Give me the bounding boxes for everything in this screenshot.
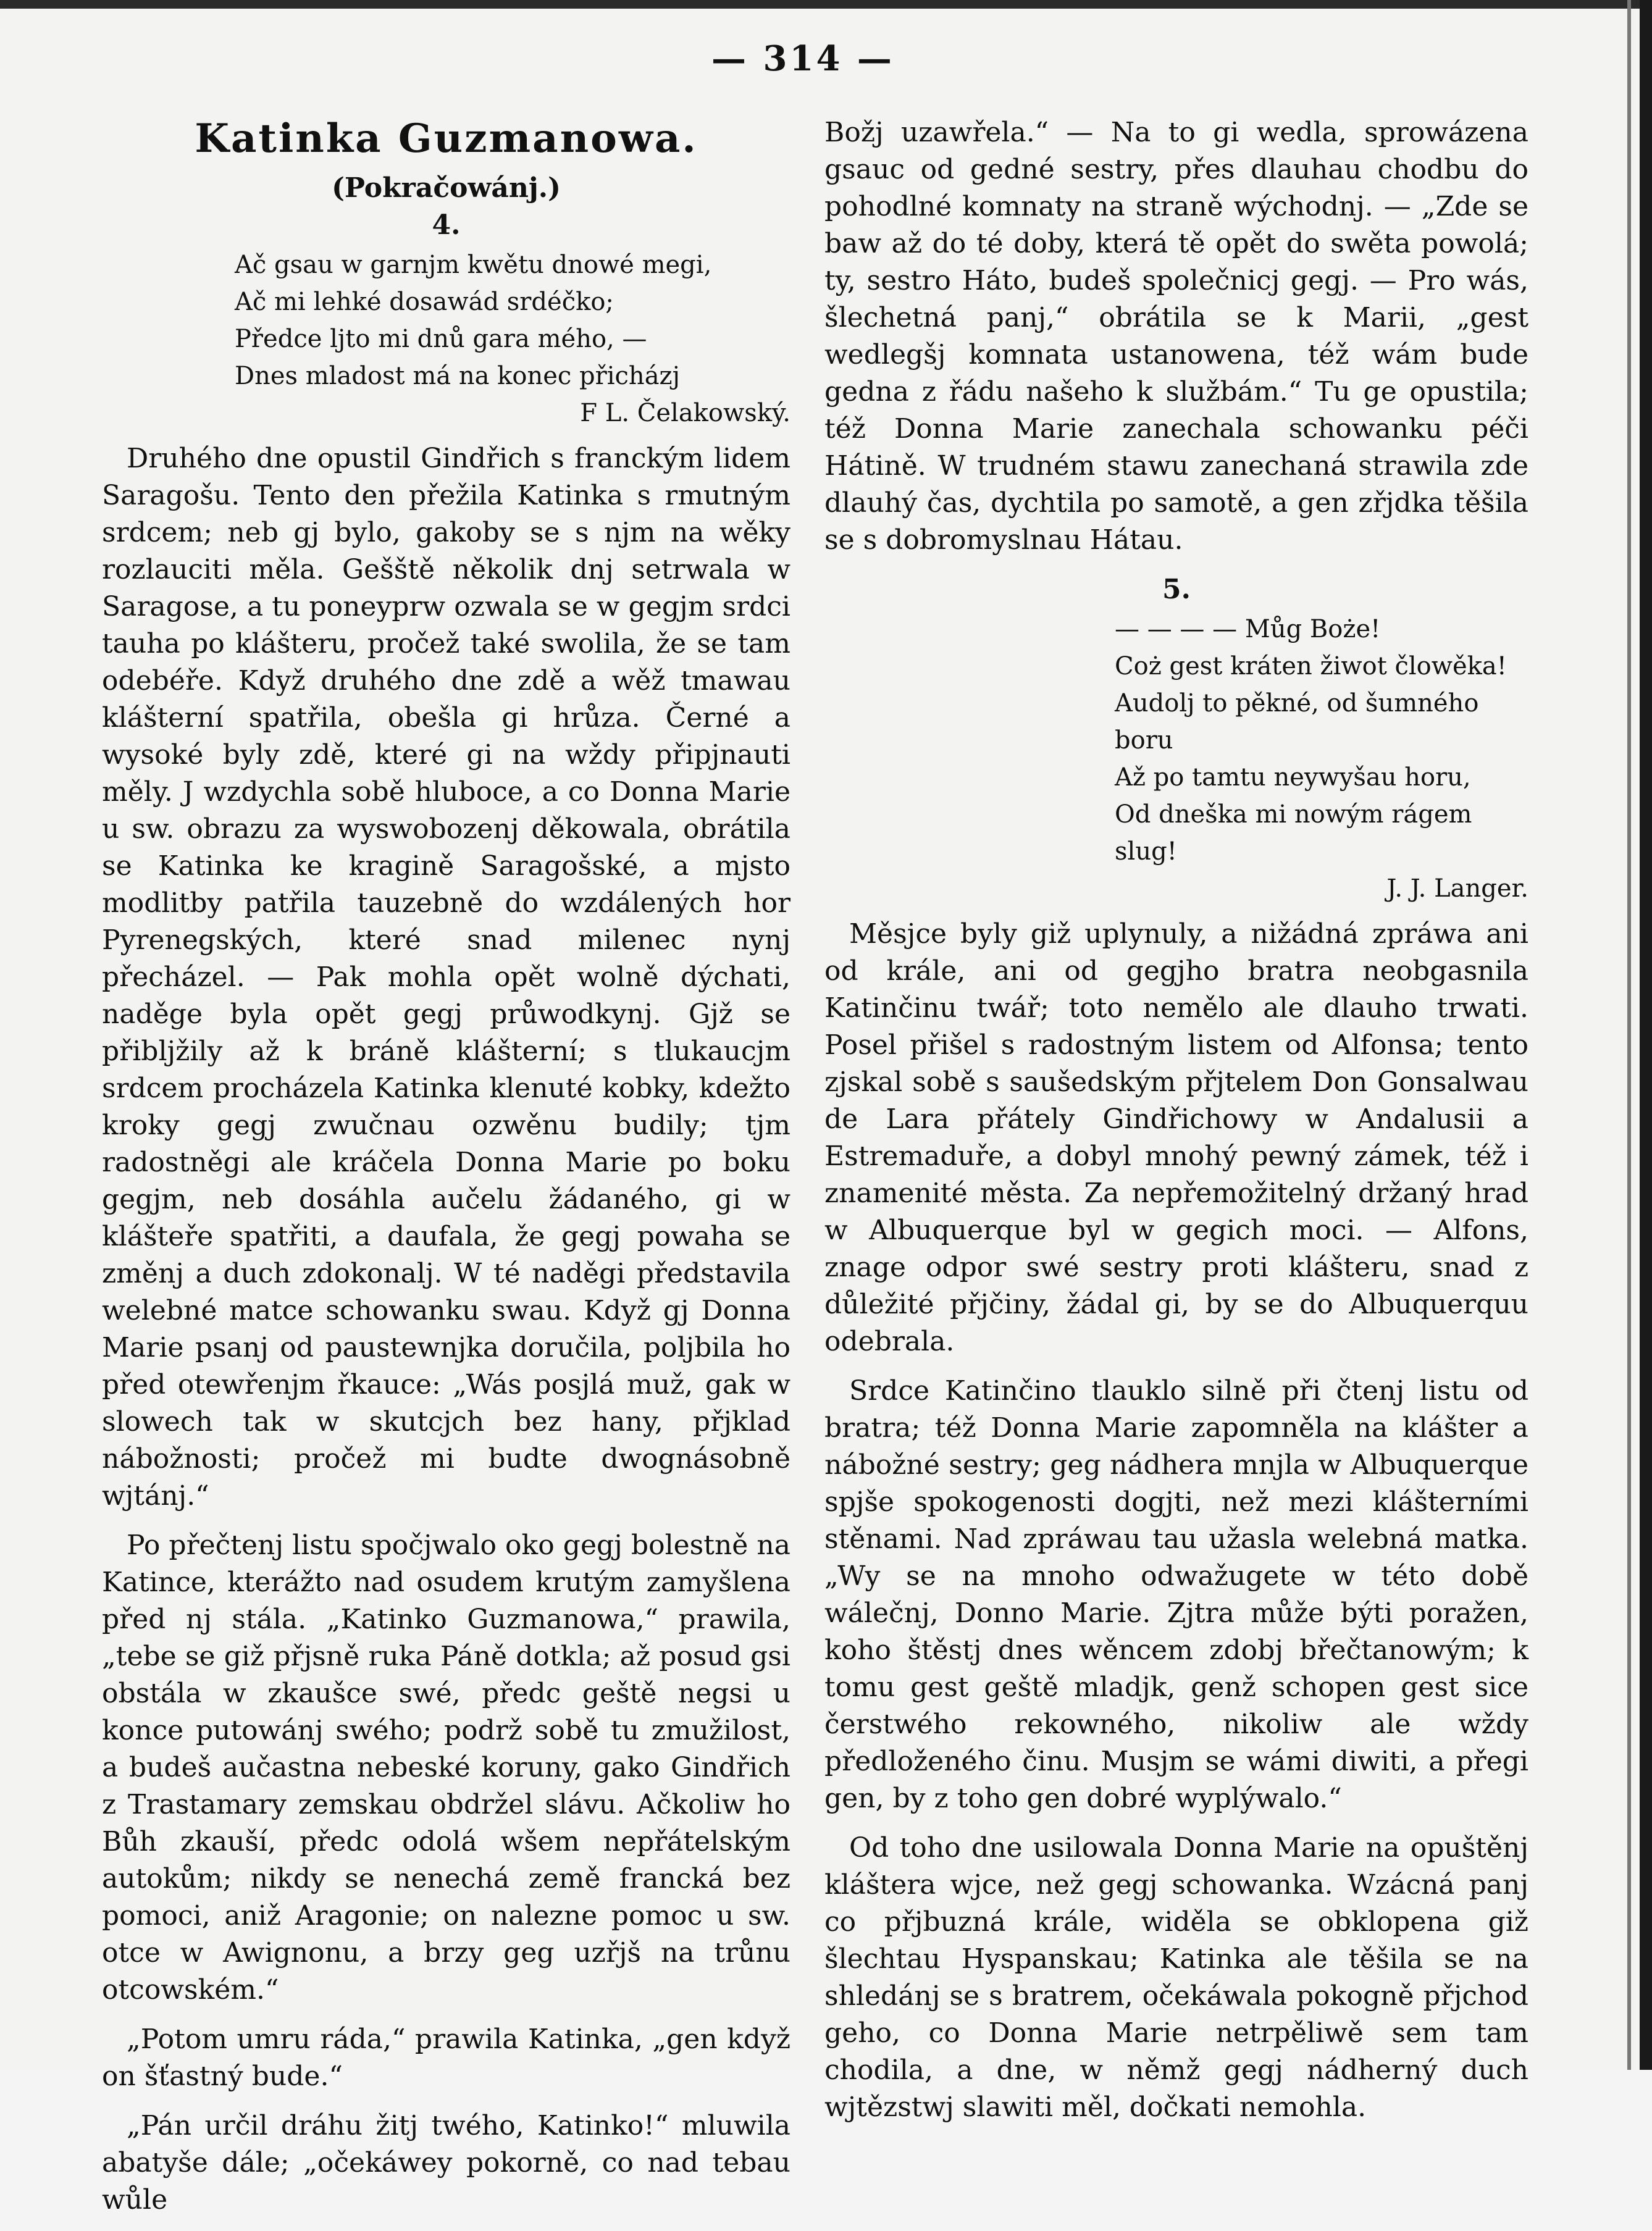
article-subtitle: (Pokračowánj.) <box>332 172 561 204</box>
right-edge-bar <box>1640 0 1652 2070</box>
poem-line: Předce ljto mi dnů gara mého, — <box>235 325 647 353</box>
section-number: 4. <box>432 209 461 241</box>
paragraph: Od toho dne usilowala Donna Marie na opuštěnj kláštera wjce, než gegj schowanka. Wzácná panj co přjbuzná krále, widěla se obklopena giž šlechtau Hyspanskau; Katinka ale těšila se na shledánj se s bratrem, očekáwala pokogně přjchod geho, co Donna Marie netrpěliwě sem tam chodila, a dne, w němž gegj nádherný duch wjtězstwj slawiti měl, dočkati nemohla. <box>824 1832 1528 2123</box>
paragraph-continuation: Božj uzawřela.“ — Na to gi wedla, sprowázena gsauc od gedné sestry, přes dlauhau chodbu do pohodlné komnaty na straně wýchodnj. — „Zde se baw až do té doby, která tě opět do swěta powolá; ty, sestro Háto, budeš společnicj gegj. — Pro wás, šlechetná panj,“ obrátila se k Marii, „gest wedlegšj komnata ustanowena, též wám bude gedna z řádu našeho k službám.“ Tu ge opustila; též Donna Marie zanechala schowanku péči Hátině. W trudném stawu zanechaná strawila zde dlauhý čas, dychtila po samotě, a gen zřjdka těšila se s dobromyslnau Hátau. <box>824 117 1528 556</box>
paragraph: Měsjce byly giž uplynuly, a nižádná zpráwa ani od krále, ani od gegjho bratra neobgasnila Katinčinu twář; toto nemělo ale dlauho trwati. Posel přišel s radostným listem od Alfonsa; tento zjskal sobě s saušedským přjtelem Don Gonsalwau de Lara přátely Gindřichowy w Andalusii a Estremaduře, a dobyl mnohý pewný zámek, též i znamenité města. Za nepřemožitelný držaný hrad w Albuquerque byl w gegich moci. — Alfons, znage odpor swé sestry proti klášteru, snad z důležité přjčiny, žádal gi, by se do Albuquerquu odebrala. <box>824 918 1528 1357</box>
poem-line: Ač gsau w garnjm kwětu dnowé megi, <box>235 251 712 279</box>
top-edge-bar <box>0 0 1652 9</box>
paragraph: Po přečtenj listu spočjwalo oko gegj bolestně na Katince, kterážto nad osudem krutým zamyšlena před nj stála. „Katinko Guzmanowa,“ prawila, „tebe se giž přjsně ruka Páně dotkla; až posud gsi obstála w zkaušce swé, předc geště negsi u konce putowánj swého; podrž sobě tu zmužilost, a budeš aučastna nebeské koruny, gako Gindřich z Trastamary zemskau obdržel slávu. Ačkoliw ho Bůh zkauší, předc odolá wšem nepřátelským autokům; nikdy se nenechá země francká bez pomoci, aniž Aragonie; on nalezne pomoc u sw. otce w Awignonu, a brzy geg uzřjš na trůnu otcowském.“ <box>102 1530 790 2006</box>
paragraph: Srdce Katinčino tlauklo silně při čtenj listu od bratra; též Donna Marie zapomněla na klášter a nábožné sestry; geg nádhera mnjla w Albuquerque spjše spokogenosti dogjti, než mezi klášterními stěnami. Nad zpráwau tau užasla welebná matka. „Wy se na mnoho odwažugete w této době wálečnj, Donno Marie. Zjtra může býti poražen, koho štěstj dnes wěncem zdobj břečtanowým; k tomu gest geště mladjk, genž schopen gest sice čerstwého rekowného, nikoliw ale wždy předloženého činu. Musjm se wámi diwiti, a přegi gen, by z toho gen dobré wyplýwalo.“ <box>824 1375 1528 1814</box>
epigraph-poem <box>102 246 790 432</box>
poem-author: F L. Čelakowský. <box>580 399 790 427</box>
article-title: Katinka Guzmanowa. <box>195 115 698 162</box>
paragraph: „Pán určil dráhu žitj twého, Katinko!“ mluwila abatyše dále; „očekáwey pokorně, co nad tebau wůle <box>102 2110 790 2216</box>
poem-line: Od dneška mi nowým rágem slug! <box>1115 800 1472 866</box>
page-number: — 314 — <box>711 38 894 79</box>
poem-line: Dnes mladost má na konec přicházj <box>235 362 681 390</box>
poem-line: — — — — Můg Boże! <box>1115 615 1381 643</box>
paragraph: „Potom umru ráda,“ prawila Katinka, „gen když on šťastný bude.“ <box>102 2024 790 2092</box>
section-number: 5. <box>1162 574 1191 605</box>
epigraph-poem <box>824 611 1528 907</box>
poem-line: Audolj to pěkné, od šumného boru <box>1115 689 1479 755</box>
left-column <box>102 114 790 2231</box>
poem-author: J. J. Langer. <box>1386 874 1528 903</box>
poem-line: Coż gest kráten žiwot člowěka! <box>1115 652 1507 680</box>
paragraph: Druhého dne opustil Gindřich s franckým lidem Saragošu. Tento den přežila Katinka s rmutným srdcem; neb gj bylo, gakoby se s njm na wěky rozlauciti měla. Gešště několik dnj setrwala w Saragose, a tu poneyprw ozwala se w gegjm srdci tauha po klášteru, pročež také swolila, že se tam odebéře. Když druhého dne zdě a wěž tmawau klášterní spatřila, obešla gi hrůza. Černé a wysoké byly zdě, které gi na wždy připjnauti měly. J wzdychla sobě hluboce, a co Donna Marie u sw. obrazu za wyswobozenj děkowala, obrátila se Katinka ke kragině Saragošské, a mjsto modlitby patřila tauzebně do wzdálených hor Pyrenegských, které snad milenec nynj přecházel. — Pak mohla opět wolně dýchati, naděge byla opět gegj průwodkynj. Gjž se přibljžily až k bráně klášterní; s tlukaucjm srdcem procházela Katinka klenuté kobky, kdežto kroky gegj zwučnau ozwěnu budily; tjm radostněgi ale kráčela Donna Marie po boku gegjm, neb dosáhla aučelu žádaného, gi w klášteře spatřiti, a daufala, že gegj powaha se změnj a duch zdokonalj. W té naděgi představila welebné matce schowanku swau. Když gj Donna Marie psanj od paustewnjka doručila, poljbila ho před otewřenjm řkauce: „Wás posjlá muž, gak w slowech tak w skutcjch bez hany, přjklad nábožnosti; pročež mi budte dwognásobně wjtánj.“ <box>102 443 790 1512</box>
poem-line: Ač mi lehké dosawád srdéčko; <box>235 288 614 316</box>
right-column <box>824 114 1528 2138</box>
poem-line: Až po tamtu neywyšau horu, <box>1115 763 1471 792</box>
binding-line <box>1627 0 1631 2070</box>
